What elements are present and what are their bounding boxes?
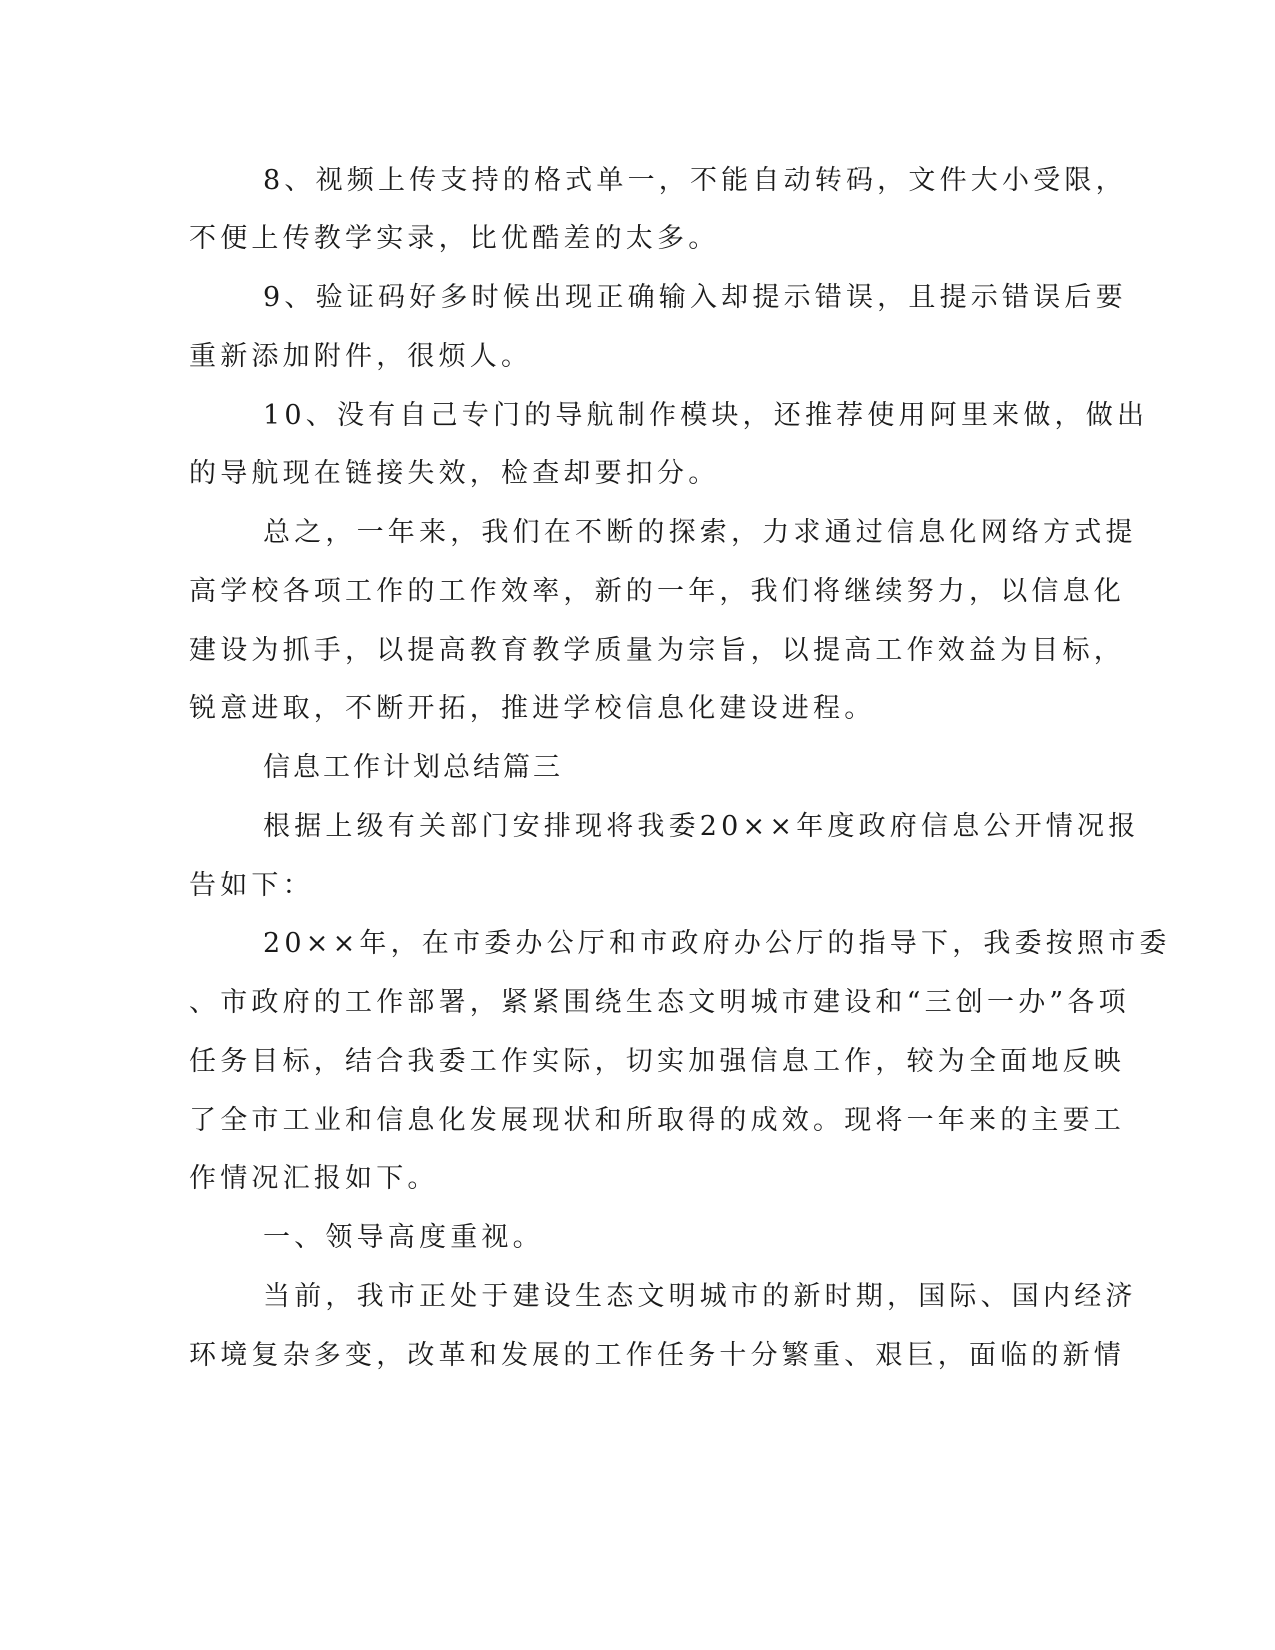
- section-heading: 信息工作计划总结篇三: [263, 752, 563, 783]
- text-line: 高学校各项工作的工作效率，新的一年，我们将继续努力，以信息化: [189, 576, 1125, 607]
- text-line: 、市政府的工作部署，紧紧围绕生态文明城市建设和“三创一办”各项: [189, 987, 1130, 1018]
- text-line: 锐意进取，不断开拓，推进学校信息化建设进程。: [189, 693, 876, 724]
- text-line: 总之，一年来，我们在不断的探索，力求通过信息化网络方式提: [263, 517, 1137, 548]
- text-line: 当前，我市正处于建设生态文明城市的新时期，国际、国内经济: [263, 1281, 1137, 1312]
- text-line: 不便上传教学实录，比优酷差的太多。: [189, 223, 720, 254]
- text-line: 环境复杂多变，改革和发展的工作任务十分繁重、艰巨，面临的新情: [189, 1340, 1125, 1371]
- text-line: 任务目标，结合我委工作实际，切实加强信息工作，较为全面地反映: [189, 1046, 1125, 1077]
- text-line: 了全市工业和信息化发展现状和所取得的成效。现将一年来的主要工: [189, 1105, 1125, 1136]
- text-line: 重新添加附件，很烦人。: [189, 341, 533, 372]
- text-line: 10、没有自己专门的导航制作模块，还推荐使用阿里来做，做出: [263, 400, 1149, 431]
- text-line: 根据上级有关部门安排现将我委20××年度政府信息公开情况报: [263, 811, 1140, 842]
- text-line: 9、验证码好多时候出现正确输入却提示错误，且提示错误后要: [263, 282, 1127, 313]
- text-line: 一、领导高度重视。: [263, 1222, 544, 1253]
- text-line: 20××年，在市委办公厅和市政府办公厅的指导下，我委按照市委: [263, 928, 1171, 959]
- text-line: 建设为抓手，以提高教育教学质量为宗旨，以提高工作效益为目标，: [189, 635, 1125, 666]
- text-line: 的导航现在链接失效，检查却要扣分。: [189, 458, 720, 489]
- text-line: 作情况汇报如下。: [189, 1163, 439, 1194]
- text-line: 告如下：: [189, 870, 314, 901]
- text-line: 8、视频上传支持的格式单一，不能自动转码，文件大小受限，: [263, 165, 1127, 196]
